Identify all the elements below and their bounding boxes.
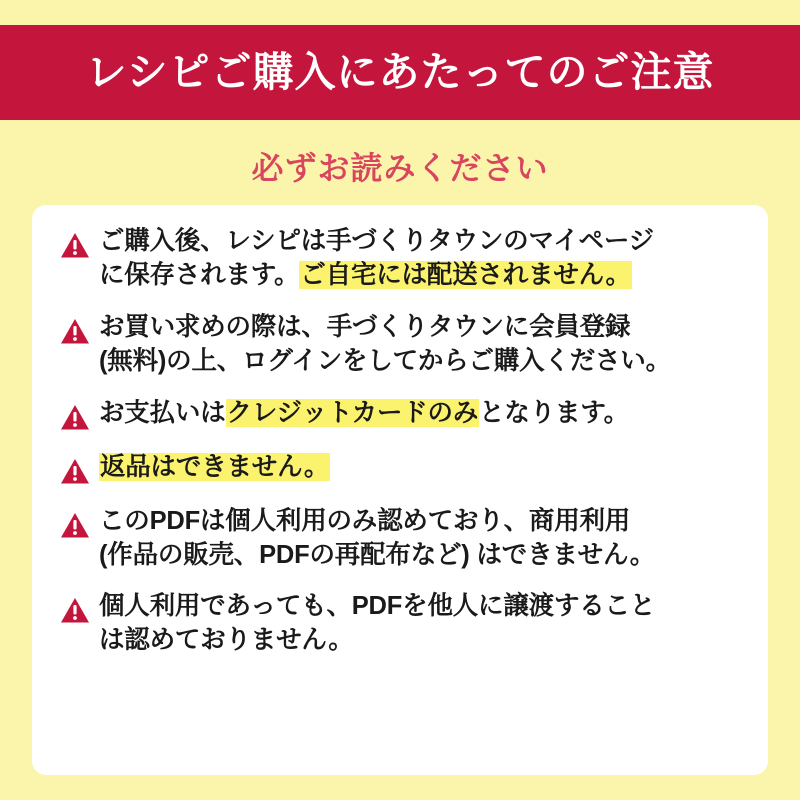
notice-line xyxy=(99,311,671,345)
warning-icon xyxy=(60,232,90,259)
warning-icon xyxy=(60,404,90,431)
plain-text: (作品の販売、PDFの再配布など) はできません。 xyxy=(99,540,656,569)
warning-icon xyxy=(60,458,90,485)
warning-icon xyxy=(60,512,90,539)
notice-text xyxy=(99,590,655,658)
plain-text: このPDFは個人利用のみ認めており、商用利用 xyxy=(99,506,631,535)
notice-item xyxy=(60,590,746,658)
plain-text: 個人利用であっても、PDFを他人に譲渡すること xyxy=(99,592,656,621)
warning-icon xyxy=(60,318,90,345)
notice-text xyxy=(99,397,629,431)
notice-item xyxy=(60,225,746,293)
notice-line xyxy=(99,345,671,379)
notice-line xyxy=(99,451,330,485)
page-title: レシピご購入にあたってのご注意 xyxy=(85,49,715,95)
notice-card xyxy=(32,205,768,775)
plain-text: お買い求めの際は、手づくりタウンに会員登録 xyxy=(99,312,631,341)
plain-text: に保存されます。 xyxy=(99,260,300,289)
plain-text: お支払いは xyxy=(99,398,226,427)
notice-item xyxy=(60,451,746,485)
notice-line xyxy=(99,397,629,431)
header-band xyxy=(0,25,800,120)
notice-text xyxy=(99,311,671,379)
notice-text xyxy=(99,451,330,485)
notice-line xyxy=(99,225,654,259)
notice-line xyxy=(99,259,654,293)
notice-text xyxy=(99,225,654,293)
notice-line xyxy=(99,624,655,658)
page-subtitle: 必ずお読みください xyxy=(251,150,549,186)
notice-item xyxy=(60,505,746,573)
plain-text: は認めておりません。 xyxy=(99,626,354,655)
notice-line xyxy=(99,539,655,573)
highlighted-text: ご自宅には配送されません。 xyxy=(300,260,631,289)
notice-line xyxy=(99,505,655,539)
notice-item xyxy=(60,311,746,379)
notice-line xyxy=(99,590,655,624)
plain-text: (無料)の上、ログインをしてからご購入ください。 xyxy=(99,346,671,375)
highlighted-text: クレジットカードのみ xyxy=(226,398,479,427)
plain-text: となります。 xyxy=(479,398,629,427)
plain-text: ご購入後、レシピは手づくりタウンのマイページ xyxy=(99,227,654,255)
notice-text xyxy=(99,505,655,573)
notice-item xyxy=(60,397,746,431)
warning-icon xyxy=(60,597,90,624)
highlighted-text: 返品はできません。 xyxy=(100,452,330,481)
notice-list xyxy=(60,225,746,676)
